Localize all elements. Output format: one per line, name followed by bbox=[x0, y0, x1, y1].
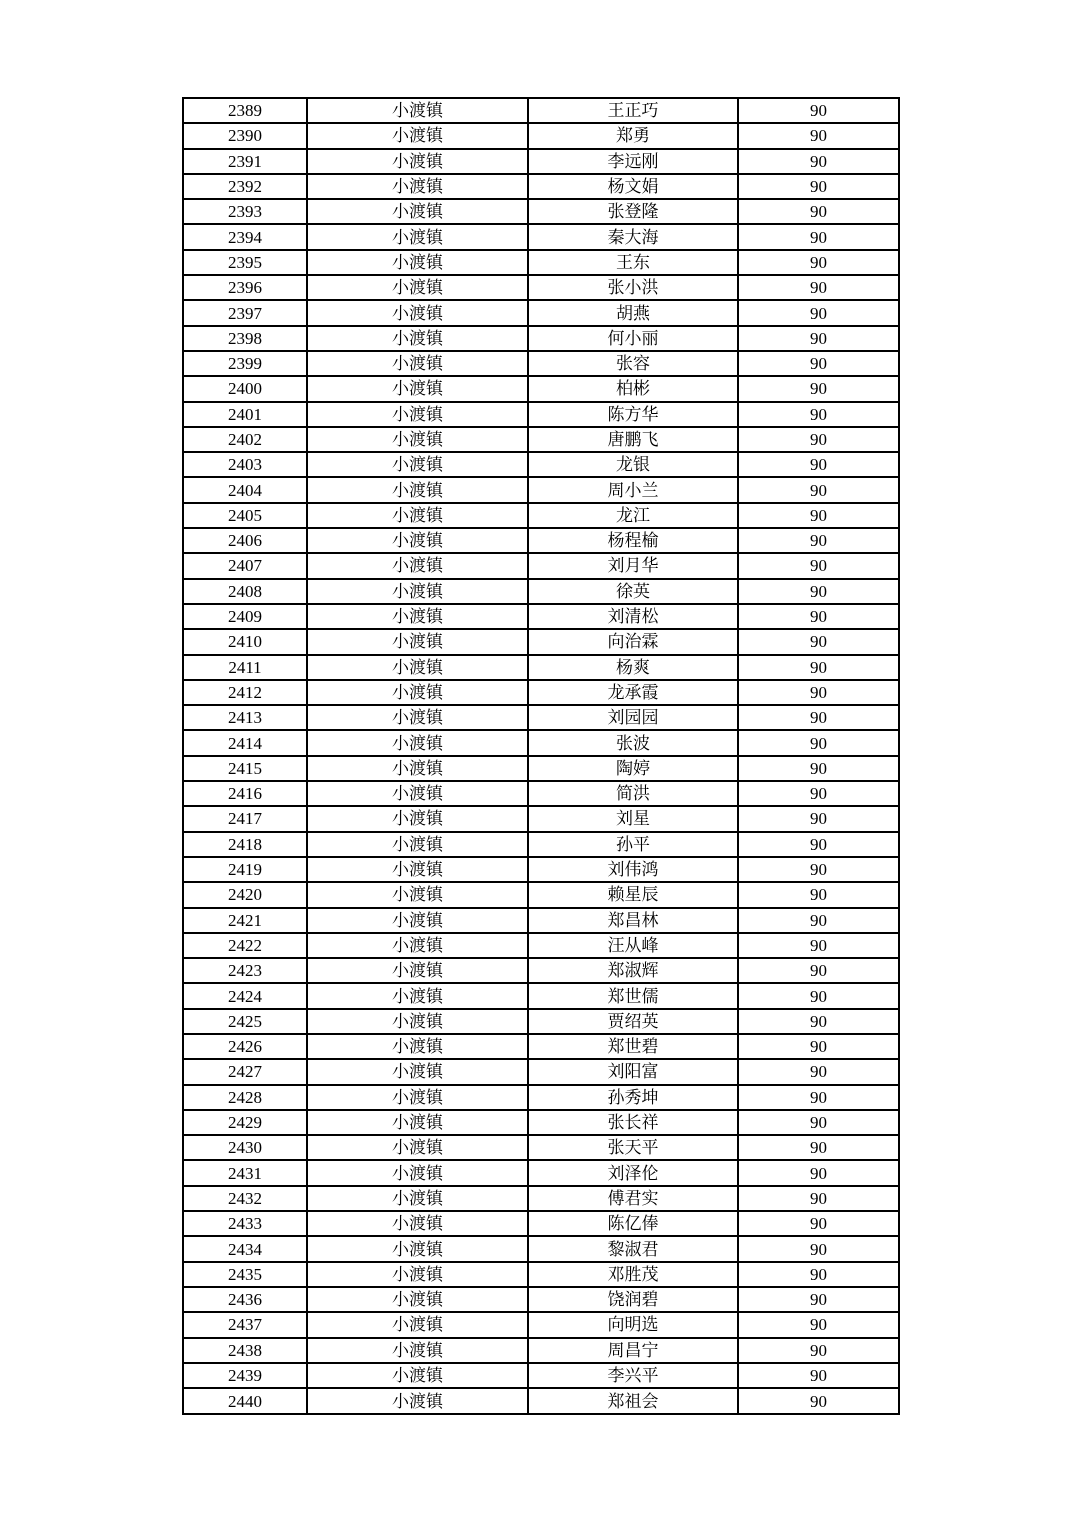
cell-no: 2412 bbox=[183, 680, 307, 705]
cell-score: 90 bbox=[738, 1211, 899, 1236]
cell-no: 2424 bbox=[183, 983, 307, 1008]
table-row bbox=[183, 224, 899, 249]
cell-name: 郑勇 bbox=[528, 123, 738, 148]
cell-no: 2413 bbox=[183, 705, 307, 730]
cell-town: 小渡镇 bbox=[307, 705, 528, 730]
cell-town: 小渡镇 bbox=[307, 579, 528, 604]
roster-table bbox=[182, 97, 900, 1415]
cell-town: 小渡镇 bbox=[307, 351, 528, 376]
cell-name: 陶婷 bbox=[528, 756, 738, 781]
cell-no: 2411 bbox=[183, 655, 307, 680]
cell-town: 小渡镇 bbox=[307, 1085, 528, 1110]
table-row bbox=[183, 1363, 899, 1388]
cell-score: 90 bbox=[738, 1085, 899, 1110]
cell-score: 90 bbox=[738, 1186, 899, 1211]
cell-town: 小渡镇 bbox=[307, 1363, 528, 1388]
cell-no: 2395 bbox=[183, 250, 307, 275]
cell-name: 徐英 bbox=[528, 579, 738, 604]
cell-name: 龙江 bbox=[528, 503, 738, 528]
table-row bbox=[183, 882, 899, 907]
cell-no: 2425 bbox=[183, 1009, 307, 1034]
cell-score: 90 bbox=[738, 1034, 899, 1059]
cell-town: 小渡镇 bbox=[307, 1186, 528, 1211]
table-row bbox=[183, 452, 899, 477]
table-row bbox=[183, 604, 899, 629]
cell-no: 2414 bbox=[183, 730, 307, 755]
cell-no: 2432 bbox=[183, 1186, 307, 1211]
table-row bbox=[183, 1236, 899, 1261]
cell-name: 黎淑君 bbox=[528, 1236, 738, 1261]
cell-town: 小渡镇 bbox=[307, 123, 528, 148]
cell-town: 小渡镇 bbox=[307, 1236, 528, 1261]
table-row bbox=[183, 629, 899, 654]
cell-score: 90 bbox=[738, 275, 899, 300]
cell-no: 2400 bbox=[183, 376, 307, 401]
table-row bbox=[183, 1160, 899, 1185]
cell-no: 2422 bbox=[183, 933, 307, 958]
cell-no: 2399 bbox=[183, 351, 307, 376]
table-row bbox=[183, 503, 899, 528]
cell-name: 陈方华 bbox=[528, 402, 738, 427]
cell-name: 孙秀坤 bbox=[528, 1085, 738, 1110]
cell-no: 2439 bbox=[183, 1363, 307, 1388]
table-row bbox=[183, 1034, 899, 1059]
cell-town: 小渡镇 bbox=[307, 1338, 528, 1363]
cell-town: 小渡镇 bbox=[307, 1287, 528, 1312]
cell-name: 刘园园 bbox=[528, 705, 738, 730]
cell-name: 唐鹏飞 bbox=[528, 427, 738, 452]
cell-name: 汪从峰 bbox=[528, 933, 738, 958]
cell-town: 小渡镇 bbox=[307, 983, 528, 1008]
cell-name: 龙银 bbox=[528, 452, 738, 477]
cell-name: 张天平 bbox=[528, 1135, 738, 1160]
cell-no: 2440 bbox=[183, 1388, 307, 1414]
table-row bbox=[183, 528, 899, 553]
cell-no: 2401 bbox=[183, 402, 307, 427]
cell-name: 赖星辰 bbox=[528, 882, 738, 907]
cell-no: 2389 bbox=[183, 98, 307, 123]
cell-town: 小渡镇 bbox=[307, 680, 528, 705]
cell-name: 杨爽 bbox=[528, 655, 738, 680]
table-row bbox=[183, 402, 899, 427]
cell-town: 小渡镇 bbox=[307, 1262, 528, 1287]
cell-town: 小渡镇 bbox=[307, 958, 528, 983]
cell-town: 小渡镇 bbox=[307, 882, 528, 907]
cell-score: 90 bbox=[738, 1236, 899, 1261]
cell-score: 90 bbox=[738, 983, 899, 1008]
cell-score: 90 bbox=[738, 882, 899, 907]
cell-town: 小渡镇 bbox=[307, 553, 528, 578]
cell-name: 张波 bbox=[528, 730, 738, 755]
cell-no: 2428 bbox=[183, 1085, 307, 1110]
cell-score: 90 bbox=[738, 629, 899, 654]
cell-no: 2429 bbox=[183, 1110, 307, 1135]
cell-score: 90 bbox=[738, 958, 899, 983]
cell-score: 90 bbox=[738, 528, 899, 553]
cell-no: 2390 bbox=[183, 123, 307, 148]
cell-no: 2423 bbox=[183, 958, 307, 983]
cell-score: 90 bbox=[738, 376, 899, 401]
cell-no: 2397 bbox=[183, 300, 307, 325]
cell-score: 90 bbox=[738, 908, 899, 933]
cell-name: 简洪 bbox=[528, 781, 738, 806]
table-row bbox=[183, 680, 899, 705]
cell-score: 90 bbox=[738, 1287, 899, 1312]
table-row bbox=[183, 908, 899, 933]
cell-name: 刘泽伦 bbox=[528, 1160, 738, 1185]
cell-score: 90 bbox=[738, 655, 899, 680]
cell-town: 小渡镇 bbox=[307, 1110, 528, 1135]
roster-table-body bbox=[183, 98, 899, 1414]
cell-town: 小渡镇 bbox=[307, 1160, 528, 1185]
table-row bbox=[183, 857, 899, 882]
table-row bbox=[183, 553, 899, 578]
cell-score: 90 bbox=[738, 427, 899, 452]
cell-town: 小渡镇 bbox=[307, 806, 528, 831]
table-row bbox=[183, 275, 899, 300]
table-row bbox=[183, 1009, 899, 1034]
table-row bbox=[183, 655, 899, 680]
cell-name: 张容 bbox=[528, 351, 738, 376]
cell-score: 90 bbox=[738, 1059, 899, 1084]
cell-town: 小渡镇 bbox=[307, 781, 528, 806]
cell-town: 小渡镇 bbox=[307, 1388, 528, 1414]
table-row bbox=[183, 427, 899, 452]
table-row bbox=[183, 1388, 899, 1414]
cell-town: 小渡镇 bbox=[307, 756, 528, 781]
cell-no: 2393 bbox=[183, 199, 307, 224]
table-row bbox=[183, 1312, 899, 1337]
cell-score: 90 bbox=[738, 1110, 899, 1135]
cell-name: 贾绍英 bbox=[528, 1009, 738, 1034]
table-row bbox=[183, 781, 899, 806]
cell-name: 向明选 bbox=[528, 1312, 738, 1337]
cell-score: 90 bbox=[738, 730, 899, 755]
cell-score: 90 bbox=[738, 300, 899, 325]
cell-no: 2435 bbox=[183, 1262, 307, 1287]
cell-score: 90 bbox=[738, 1338, 899, 1363]
cell-no: 2420 bbox=[183, 882, 307, 907]
cell-no: 2409 bbox=[183, 604, 307, 629]
cell-town: 小渡镇 bbox=[307, 376, 528, 401]
cell-name: 刘伟鸿 bbox=[528, 857, 738, 882]
cell-score: 90 bbox=[738, 174, 899, 199]
cell-score: 90 bbox=[738, 1312, 899, 1337]
cell-name: 陈亿俸 bbox=[528, 1211, 738, 1236]
cell-no: 2419 bbox=[183, 857, 307, 882]
cell-town: 小渡镇 bbox=[307, 98, 528, 123]
cell-score: 90 bbox=[738, 1009, 899, 1034]
cell-town: 小渡镇 bbox=[307, 174, 528, 199]
cell-town: 小渡镇 bbox=[307, 199, 528, 224]
cell-name: 孙平 bbox=[528, 832, 738, 857]
cell-no: 2431 bbox=[183, 1160, 307, 1185]
table-row bbox=[183, 300, 899, 325]
cell-no: 2430 bbox=[183, 1135, 307, 1160]
cell-score: 90 bbox=[738, 1160, 899, 1185]
cell-name: 柏彬 bbox=[528, 376, 738, 401]
cell-town: 小渡镇 bbox=[307, 1312, 528, 1337]
cell-score: 90 bbox=[738, 1135, 899, 1160]
table-row bbox=[183, 98, 899, 123]
cell-no: 2427 bbox=[183, 1059, 307, 1084]
table-row bbox=[183, 174, 899, 199]
cell-score: 90 bbox=[738, 250, 899, 275]
cell-town: 小渡镇 bbox=[307, 477, 528, 502]
cell-town: 小渡镇 bbox=[307, 300, 528, 325]
cell-name: 杨程榆 bbox=[528, 528, 738, 553]
cell-town: 小渡镇 bbox=[307, 149, 528, 174]
cell-name: 何小丽 bbox=[528, 326, 738, 351]
cell-town: 小渡镇 bbox=[307, 427, 528, 452]
cell-name: 郑世儒 bbox=[528, 983, 738, 1008]
cell-town: 小渡镇 bbox=[307, 250, 528, 275]
cell-score: 90 bbox=[738, 326, 899, 351]
cell-town: 小渡镇 bbox=[307, 326, 528, 351]
cell-name: 刘月华 bbox=[528, 553, 738, 578]
cell-town: 小渡镇 bbox=[307, 275, 528, 300]
cell-score: 90 bbox=[738, 806, 899, 831]
cell-score: 90 bbox=[738, 224, 899, 249]
table-row bbox=[183, 376, 899, 401]
cell-no: 2433 bbox=[183, 1211, 307, 1236]
cell-no: 2436 bbox=[183, 1287, 307, 1312]
cell-no: 2418 bbox=[183, 832, 307, 857]
cell-score: 90 bbox=[738, 680, 899, 705]
cell-score: 90 bbox=[738, 781, 899, 806]
cell-score: 90 bbox=[738, 832, 899, 857]
table-row bbox=[183, 1338, 899, 1363]
cell-town: 小渡镇 bbox=[307, 604, 528, 629]
cell-score: 90 bbox=[738, 452, 899, 477]
cell-no: 2421 bbox=[183, 908, 307, 933]
cell-name: 郑昌林 bbox=[528, 908, 738, 933]
cell-score: 90 bbox=[738, 402, 899, 427]
cell-no: 2416 bbox=[183, 781, 307, 806]
cell-score: 90 bbox=[738, 1363, 899, 1388]
cell-no: 2437 bbox=[183, 1312, 307, 1337]
cell-score: 90 bbox=[738, 1262, 899, 1287]
cell-no: 2426 bbox=[183, 1034, 307, 1059]
table-row bbox=[183, 1262, 899, 1287]
cell-town: 小渡镇 bbox=[307, 503, 528, 528]
table-row bbox=[183, 1211, 899, 1236]
cell-town: 小渡镇 bbox=[307, 1211, 528, 1236]
cell-name: 郑世碧 bbox=[528, 1034, 738, 1059]
cell-no: 2398 bbox=[183, 326, 307, 351]
cell-town: 小渡镇 bbox=[307, 1009, 528, 1034]
cell-no: 2407 bbox=[183, 553, 307, 578]
table-row bbox=[183, 983, 899, 1008]
cell-no: 2402 bbox=[183, 427, 307, 452]
cell-name: 杨文娟 bbox=[528, 174, 738, 199]
table-row bbox=[183, 958, 899, 983]
cell-no: 2391 bbox=[183, 149, 307, 174]
cell-name: 刘清松 bbox=[528, 604, 738, 629]
cell-score: 90 bbox=[738, 477, 899, 502]
cell-score: 90 bbox=[738, 857, 899, 882]
cell-town: 小渡镇 bbox=[307, 1034, 528, 1059]
cell-name: 郑祖会 bbox=[528, 1388, 738, 1414]
cell-no: 2410 bbox=[183, 629, 307, 654]
cell-score: 90 bbox=[738, 933, 899, 958]
cell-name: 李兴平 bbox=[528, 1363, 738, 1388]
table-row bbox=[183, 1135, 899, 1160]
cell-name: 饶润碧 bbox=[528, 1287, 738, 1312]
cell-no: 2396 bbox=[183, 275, 307, 300]
cell-no: 2408 bbox=[183, 579, 307, 604]
cell-name: 邓胜茂 bbox=[528, 1262, 738, 1287]
cell-name: 刘星 bbox=[528, 806, 738, 831]
cell-name: 王正巧 bbox=[528, 98, 738, 123]
cell-name: 向治霖 bbox=[528, 629, 738, 654]
table-row bbox=[183, 351, 899, 376]
table-row bbox=[183, 123, 899, 148]
table-row bbox=[183, 1059, 899, 1084]
cell-town: 小渡镇 bbox=[307, 908, 528, 933]
cell-name: 张登隆 bbox=[528, 199, 738, 224]
cell-town: 小渡镇 bbox=[307, 857, 528, 882]
cell-no: 2406 bbox=[183, 528, 307, 553]
cell-name: 郑淑辉 bbox=[528, 958, 738, 983]
table-row bbox=[183, 1186, 899, 1211]
table-row bbox=[183, 756, 899, 781]
cell-no: 2392 bbox=[183, 174, 307, 199]
table-row bbox=[183, 250, 899, 275]
cell-no: 2417 bbox=[183, 806, 307, 831]
cell-town: 小渡镇 bbox=[307, 655, 528, 680]
cell-no: 2434 bbox=[183, 1236, 307, 1261]
cell-score: 90 bbox=[738, 149, 899, 174]
cell-score: 90 bbox=[738, 705, 899, 730]
cell-name: 王东 bbox=[528, 250, 738, 275]
table-row bbox=[183, 806, 899, 831]
cell-score: 90 bbox=[738, 1388, 899, 1414]
cell-name: 傅君实 bbox=[528, 1186, 738, 1211]
table-row bbox=[183, 149, 899, 174]
cell-town: 小渡镇 bbox=[307, 933, 528, 958]
cell-no: 2415 bbox=[183, 756, 307, 781]
cell-no: 2403 bbox=[183, 452, 307, 477]
table-row bbox=[183, 477, 899, 502]
cell-town: 小渡镇 bbox=[307, 402, 528, 427]
table-row bbox=[183, 199, 899, 224]
cell-score: 90 bbox=[738, 503, 899, 528]
cell-name: 胡燕 bbox=[528, 300, 738, 325]
cell-score: 90 bbox=[738, 98, 899, 123]
cell-town: 小渡镇 bbox=[307, 629, 528, 654]
table-row bbox=[183, 1085, 899, 1110]
cell-town: 小渡镇 bbox=[307, 224, 528, 249]
cell-no: 2438 bbox=[183, 1338, 307, 1363]
table-row bbox=[183, 1110, 899, 1135]
cell-name: 周小兰 bbox=[528, 477, 738, 502]
cell-town: 小渡镇 bbox=[307, 832, 528, 857]
cell-score: 90 bbox=[738, 199, 899, 224]
cell-town: 小渡镇 bbox=[307, 730, 528, 755]
cell-name: 周昌宁 bbox=[528, 1338, 738, 1363]
table-row bbox=[183, 730, 899, 755]
cell-name: 张长祥 bbox=[528, 1110, 738, 1135]
table-row bbox=[183, 933, 899, 958]
cell-no: 2394 bbox=[183, 224, 307, 249]
cell-town: 小渡镇 bbox=[307, 1135, 528, 1160]
cell-town: 小渡镇 bbox=[307, 452, 528, 477]
cell-score: 90 bbox=[738, 604, 899, 629]
cell-name: 李远刚 bbox=[528, 149, 738, 174]
cell-score: 90 bbox=[738, 123, 899, 148]
cell-town: 小渡镇 bbox=[307, 528, 528, 553]
cell-no: 2405 bbox=[183, 503, 307, 528]
cell-name: 龙承霞 bbox=[528, 680, 738, 705]
table-row bbox=[183, 579, 899, 604]
table-row bbox=[183, 326, 899, 351]
cell-score: 90 bbox=[738, 351, 899, 376]
table-row bbox=[183, 832, 899, 857]
table-row bbox=[183, 1287, 899, 1312]
cell-score: 90 bbox=[738, 579, 899, 604]
cell-name: 刘阳富 bbox=[528, 1059, 738, 1084]
cell-name: 张小洪 bbox=[528, 275, 738, 300]
table-row bbox=[183, 705, 899, 730]
cell-name: 秦大海 bbox=[528, 224, 738, 249]
cell-score: 90 bbox=[738, 756, 899, 781]
cell-no: 2404 bbox=[183, 477, 307, 502]
cell-score: 90 bbox=[738, 553, 899, 578]
cell-town: 小渡镇 bbox=[307, 1059, 528, 1084]
